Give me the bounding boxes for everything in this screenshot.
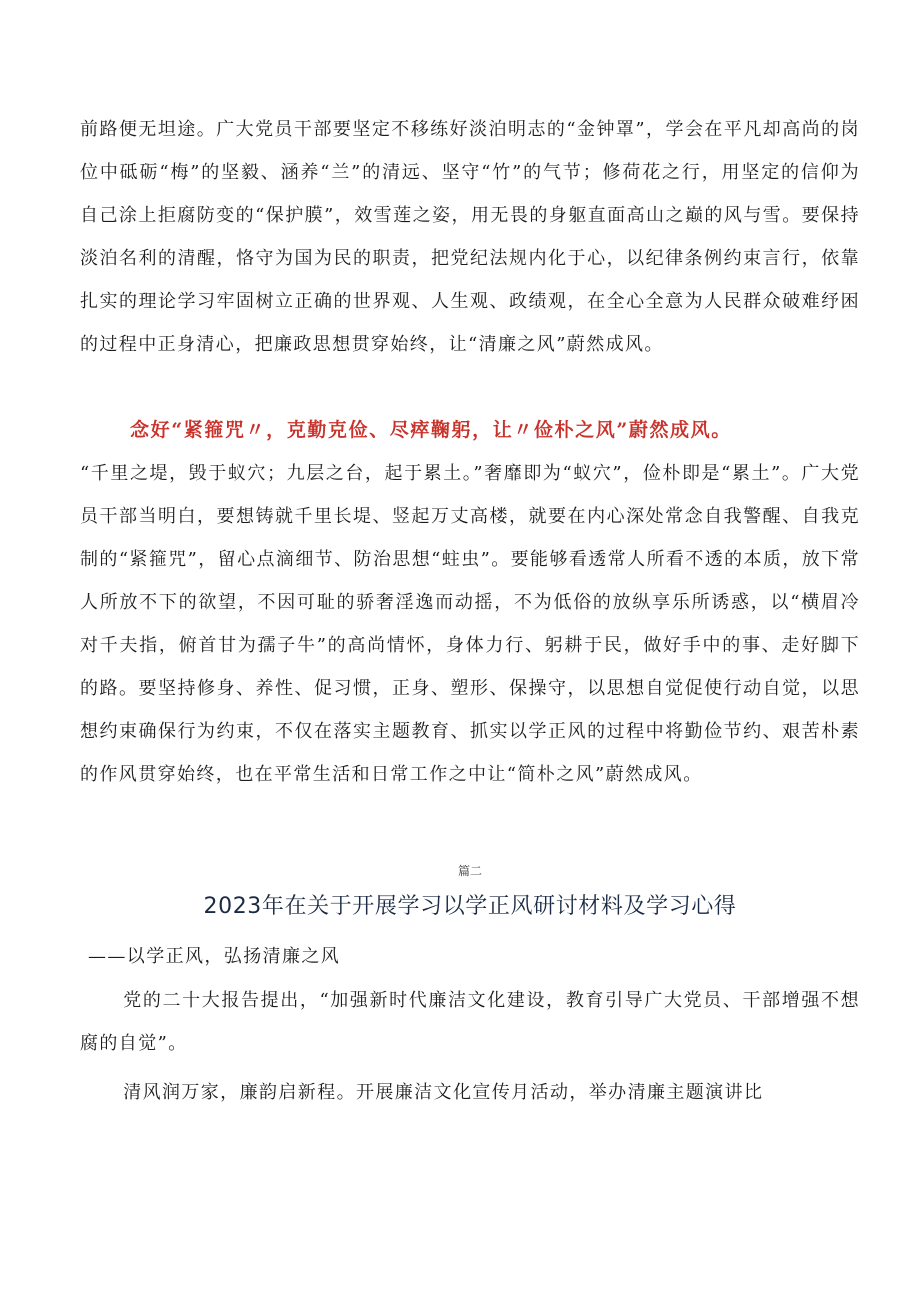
- paragraph-pure-ambition: 前路便无坦途。广大党员干部要坚定不移练好淡泊明志的“金钟罩”，学会在平凡却高尚的岗位中砥砺“梅”的坚毅、涵养“兰”的清远、坚守“竹”的气节；修荷花之行，用坚定的信仰为自己涂上拒腐防变的“保护膜”，效雪莲之姿，用无畏的身躯直面高山之巅的风与雪。要保持淡泊名利的清醒，恪守为国为民的职责，把党纪法规内化于心，以纪律条例约束言行，依靠扎实的理论学习牢固树立正确的世界观、人生观、政绩观，在全心全意为人民群众破难纾困的过程中正身清心，把廉政思想贯穿始终，让“清廉之风”蔚然成风。: [80, 119, 860, 355]
- paragraph-clean-wind: 清风润万家，廉韵启新程。开展廉洁文化宣传月活动，举办清廉主题演讲比: [123, 1082, 764, 1103]
- document-page: [80, 108, 860, 1114]
- section-heading-frugality: 念好“紧箍咒〃，克勤克俭、尽瘁鞠躬，让〃俭朴之风”蔚然成风。: [130, 419, 732, 441]
- document-subtitle: ——以学正风，弘扬清廉之风: [88, 946, 341, 967]
- paragraph-frugality: “千里之堤，毁于蚁穴；九层之台，起于累土。”奢靡即为“蚁穴”，俭朴即是“累土”。广大党员干部当明白，要想铸就千里长堤、竖起万丈高楼，就要在内心深处常念自我警醒、自我克制的“紧箍咒”，留心点滴细节、防治思想“蛀虫”。要能够看透常人所看不透的本质，放下常人所放不下的欲望，不因可耻的骄奢淫逸而动摇，不为低俗的放纵享乐所诱惑，以“横眉冷对千夫指，俯首甘为孺子牛”的高尚情怀，身体力行、躬耕于民，做好手中的事、走好脚下的路。要坚持修身、养性、促习惯，正身、塑形、保操守，以思想自觉促使行动自觉，以思想约束确保行为约束，不仅在落实主题教育、抓实以学正风的过程中将勤俭节约、艰苦朴素的作风贯穿始终，也在平常生活和日常工作之中让“简朴之风”蔚然成风。: [80, 463, 860, 785]
- document-title: 2023年在关于开展学习以学正风研讨材料及学习心得: [203, 894, 737, 919]
- paragraph-congress-report: 党的二十大报告提出，“加强新时代廉洁文化建设，教育引导广大党员、干部增强不想腐的自觉”。: [80, 990, 860, 1054]
- section-tag: 篇二: [457, 864, 482, 878]
